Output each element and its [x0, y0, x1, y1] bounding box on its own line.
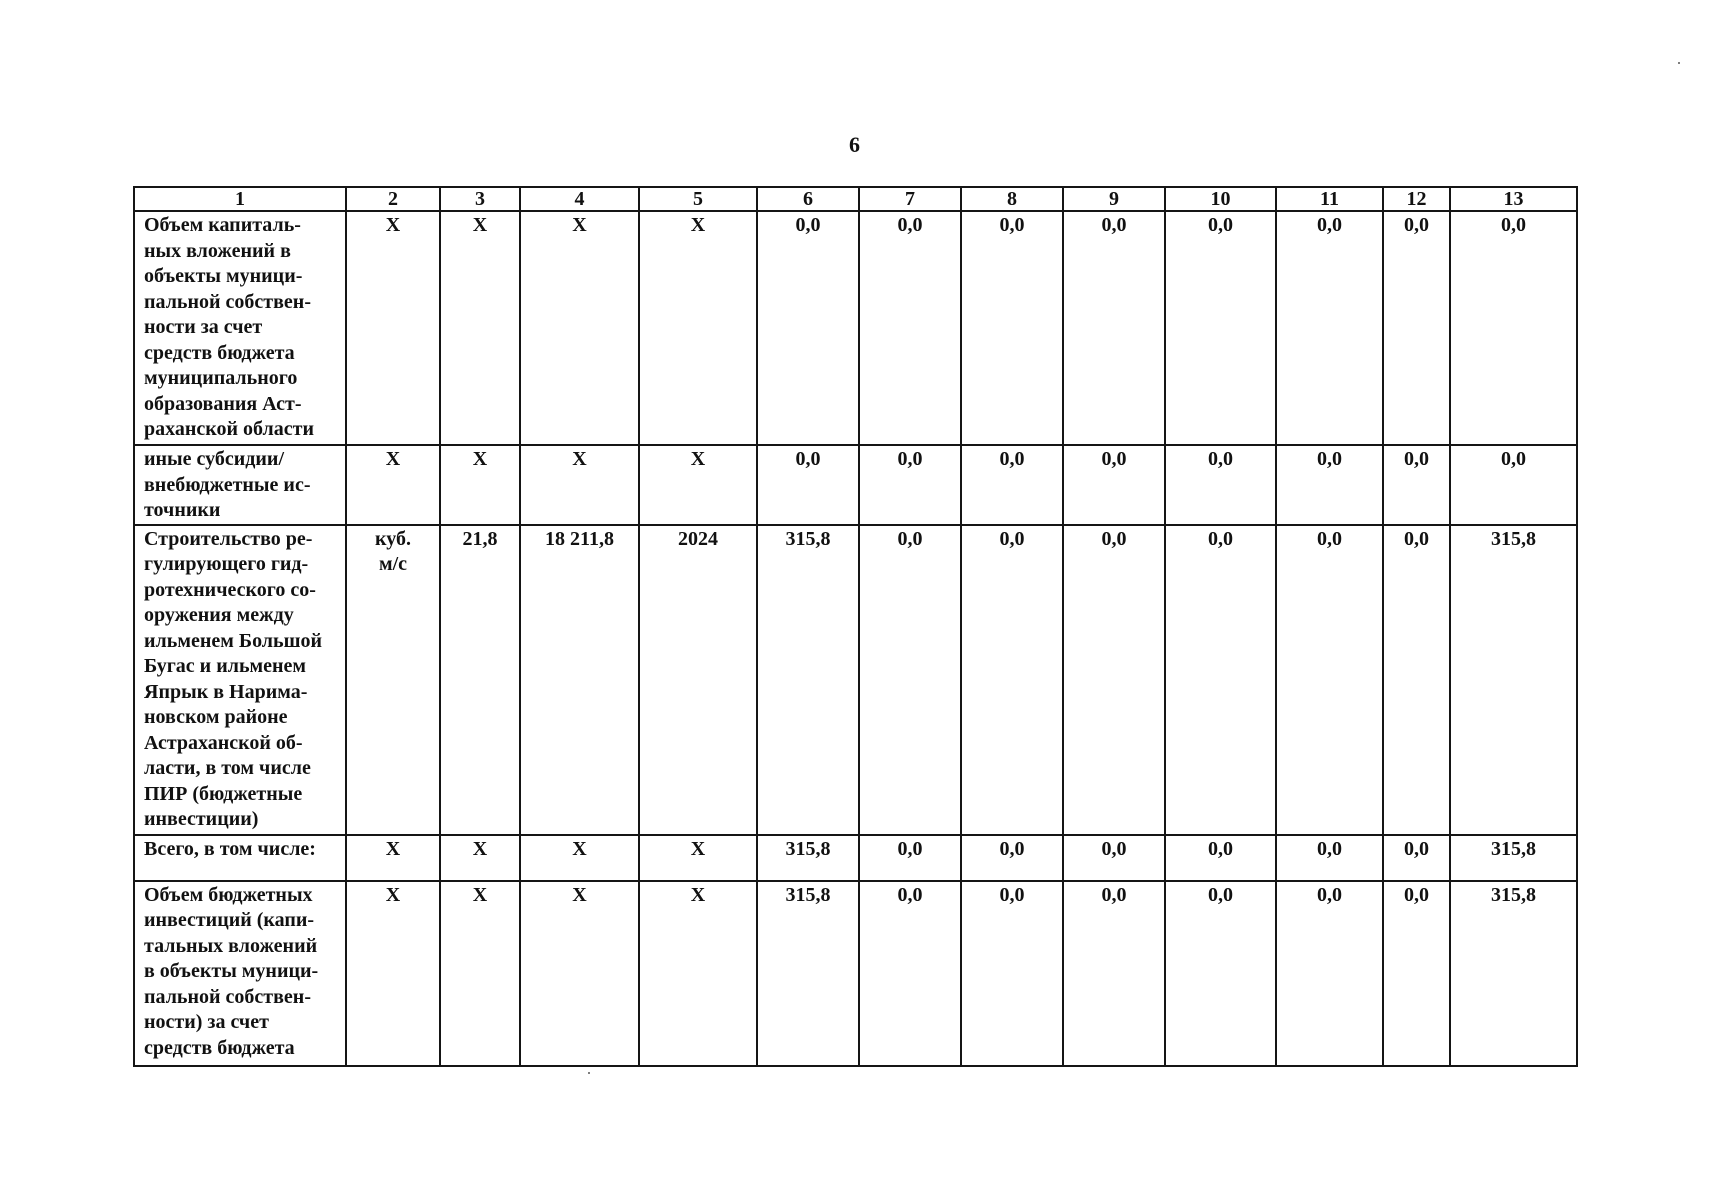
- table-row: [134, 525, 1577, 835]
- table-cell: 0,0: [1276, 211, 1383, 445]
- table-cell: Х: [639, 211, 757, 445]
- table-cell: 0,0: [859, 211, 961, 445]
- header-cell: 6: [757, 187, 859, 211]
- table-row: [134, 211, 1577, 445]
- table-cell: 0,0: [1450, 211, 1577, 445]
- table-cell: Х: [520, 835, 639, 881]
- table-row: [134, 445, 1577, 525]
- header-cell: 3: [440, 187, 520, 211]
- table-cell: 0,0: [1165, 211, 1276, 445]
- table-cell: Х: [440, 835, 520, 881]
- table-cell: 0,0: [961, 211, 1063, 445]
- table-cell: 0,0: [1063, 835, 1165, 881]
- header-cell: 12: [1383, 187, 1450, 211]
- header-cell: 9: [1063, 187, 1165, 211]
- table-cell: Х: [639, 835, 757, 881]
- table-cell: Х: [346, 881, 440, 1066]
- table-cell: 315,8: [1450, 835, 1577, 881]
- table-cell: 0,0: [961, 445, 1063, 525]
- row-description: Всего, в том числе:: [144, 837, 316, 860]
- table-row: [134, 881, 1577, 1066]
- table-cell: 0,0: [1063, 445, 1165, 525]
- table-cell: Х: [520, 211, 639, 445]
- row-description-cell: [134, 525, 346, 835]
- table-cell: Х: [639, 881, 757, 1066]
- row-description: Строительство ре- гулирующего гид- ротехнического со- оружения между ильменем Большой Бугас и ильменем Япрык в Нарима- новском районе Астраханской об- ласти, в том числе ПИР (бюджетные инвестиции): [144, 527, 323, 830]
- page-number: 6: [849, 132, 860, 157]
- scan-speck: [588, 1072, 590, 1074]
- table-cell: 0,0: [1383, 881, 1450, 1066]
- table-cell: 21,8: [440, 525, 520, 835]
- row-description-cell: [134, 445, 346, 525]
- budget-table: [133, 186, 1578, 1067]
- table-cell: 0,0: [1276, 881, 1383, 1066]
- row-description: Объем бюджетных инвестиций (капи- тальных вложений в объекты муници- пальной собствен- ности) за счет средств бюджета: [144, 883, 319, 1059]
- table-cell: 315,8: [1450, 881, 1577, 1066]
- table-cell: 315,8: [757, 835, 859, 881]
- table-cell: 315,8: [1450, 525, 1577, 835]
- table-row: [134, 835, 1577, 881]
- table-cell: 18 211,8: [520, 525, 639, 835]
- row-description: Объем капиталь- ных вложений в объекты муници- пальной собствен- ности за счет средств бюджета муниципального образования Аст- раханской области: [144, 214, 314, 440]
- table-cell: 315,8: [757, 525, 859, 835]
- scan-speck: [1678, 62, 1680, 64]
- table-cell: 0,0: [1165, 525, 1276, 835]
- table-cell: Х: [346, 211, 440, 445]
- table-cell: 0,0: [1165, 835, 1276, 881]
- table-cell: 0,0: [757, 445, 859, 525]
- table-cell: 2024: [639, 525, 757, 835]
- table-cell: Х: [440, 445, 520, 525]
- table-header-row: [134, 187, 1577, 211]
- header-cell: 2: [346, 187, 440, 211]
- unit-text: куб. м/с: [375, 527, 411, 575]
- header-cell: 13: [1450, 187, 1577, 211]
- table-cell: 0,0: [1383, 211, 1450, 445]
- table-cell: 0,0: [1063, 525, 1165, 835]
- table-cell: 0,0: [961, 881, 1063, 1066]
- table-cell: 0,0: [961, 525, 1063, 835]
- table-cell: 315,8: [757, 881, 859, 1066]
- header-cell: 5: [639, 187, 757, 211]
- table-cell: 0,0: [859, 881, 961, 1066]
- table-cell: Х: [639, 445, 757, 525]
- table-cell: 0,0: [757, 211, 859, 445]
- header-cell: 1: [134, 187, 346, 211]
- table-cell: 0,0: [1165, 881, 1276, 1066]
- table-cell: 0,0: [1063, 211, 1165, 445]
- table-cell: 0,0: [859, 445, 961, 525]
- table-cell: Х: [520, 881, 639, 1066]
- row-description-cell: [134, 881, 346, 1066]
- header-cell: 10: [1165, 187, 1276, 211]
- table-cell: 0,0: [1383, 525, 1450, 835]
- table-cell: 0,0: [1063, 881, 1165, 1066]
- table-cell: [346, 525, 440, 835]
- table-cell: 0,0: [1165, 445, 1276, 525]
- table-cell: 0,0: [961, 835, 1063, 881]
- row-description: иные субсидии/ внебюджетные ис- точники: [144, 448, 311, 521]
- table-cell: 0,0: [1276, 445, 1383, 525]
- row-description-cell: [134, 835, 346, 881]
- table-cell: 0,0: [1383, 445, 1450, 525]
- table-cell: 0,0: [859, 525, 961, 835]
- table-cell: 0,0: [859, 835, 961, 881]
- header-cell: 8: [961, 187, 1063, 211]
- table-cell: Х: [520, 445, 639, 525]
- table-cell: Х: [346, 835, 440, 881]
- table-cell: Х: [440, 881, 520, 1066]
- table-cell: 0,0: [1383, 835, 1450, 881]
- table-cell: Х: [346, 445, 440, 525]
- table-cell: 0,0: [1276, 525, 1383, 835]
- header-cell: 4: [520, 187, 639, 211]
- header-cell: 7: [859, 187, 961, 211]
- row-description-cell: [134, 211, 346, 445]
- table-cell: 0,0: [1450, 445, 1577, 525]
- table-cell: 0,0: [1276, 835, 1383, 881]
- table-cell: Х: [440, 211, 520, 445]
- header-cell: 11: [1276, 187, 1383, 211]
